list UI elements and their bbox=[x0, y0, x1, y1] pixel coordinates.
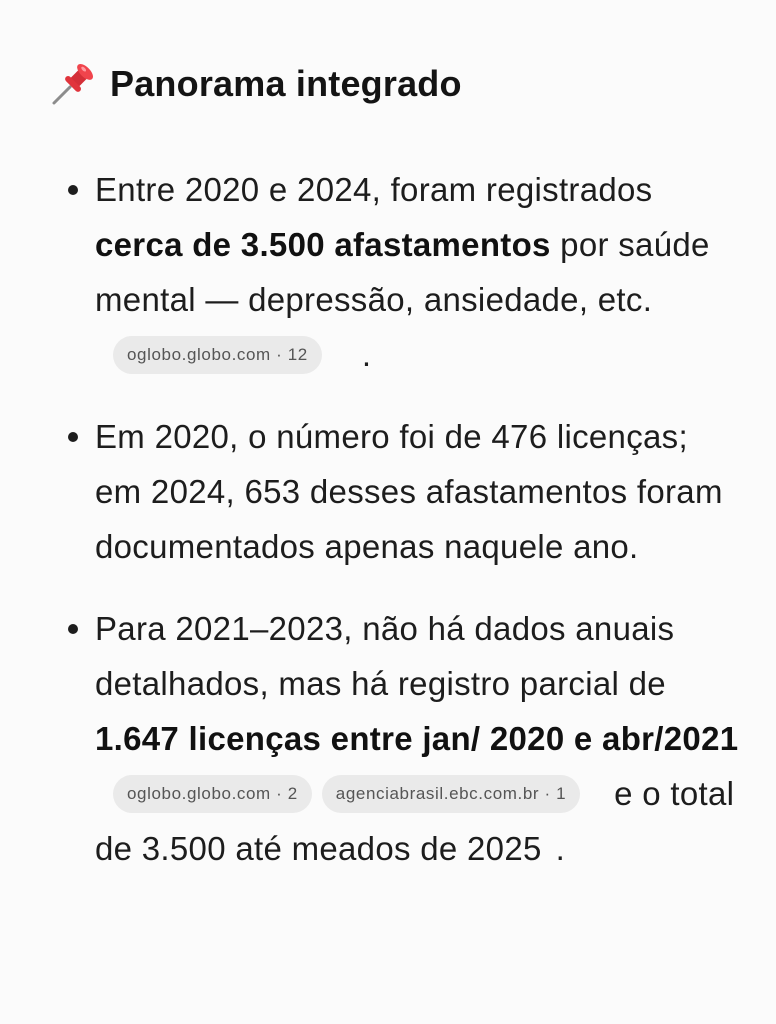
bullet-item-3 bbox=[62, 601, 742, 876]
bullet-dot bbox=[68, 185, 78, 195]
bullet-1-tail: . bbox=[361, 336, 372, 373]
bullet-item-1 bbox=[62, 162, 742, 382]
section-heading bbox=[48, 56, 462, 112]
bullet-2-text: Em 2020, o número foi de 476 licenças; em 2024, 653 desses afastamentos foram documentados apenas naquele ano. bbox=[95, 418, 723, 565]
bullet-list bbox=[62, 162, 742, 876]
bullet-1-post: por saúde mental — depressão, ansiedade, etc. bbox=[95, 226, 710, 318]
bullet-dot bbox=[68, 432, 78, 442]
pushpin-icon bbox=[48, 59, 98, 109]
bullet-1-pre: Entre 2020 e 2024, foram registrados bbox=[95, 171, 653, 208]
bullet-3-bold: 1.647 licenças entre jan/ 2020 e abr/2021 bbox=[95, 720, 739, 757]
bullet-3-tail: . bbox=[555, 830, 566, 867]
source-chip-oglobo-12[interactable]: oglobo.globo.com · 12 bbox=[113, 336, 322, 374]
bullet-item-2 bbox=[62, 409, 742, 574]
bullet-1-bold: cerca de 3.500 afastamentos bbox=[95, 226, 551, 263]
source-chip-agenciabrasil-1[interactable]: agenciabrasil.ebc.com.br · 1 bbox=[322, 775, 580, 813]
section-title: Panorama integrado bbox=[110, 63, 462, 104]
bullet-dot bbox=[68, 624, 78, 634]
source-chip-oglobo-2[interactable]: oglobo.globo.com · 2 bbox=[113, 775, 312, 813]
bullet-3-pre: Para 2021–2023, não há dados anuais detalhados, mas há registro parcial de bbox=[95, 610, 675, 702]
bullet-3-post: e o total de 3.500 até meados de 2025 bbox=[95, 775, 735, 867]
